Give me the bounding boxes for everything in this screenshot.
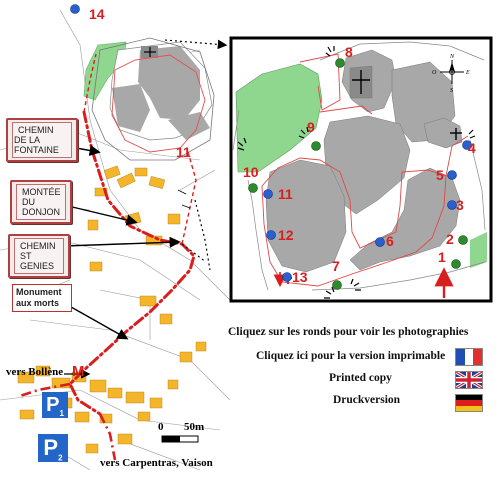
- detail-map: [231, 38, 491, 301]
- marker-10[interactable]: [249, 184, 258, 193]
- flag-france-icon[interactable]: [455, 348, 483, 366]
- marker-1[interactable]: [452, 260, 461, 269]
- marker-13[interactable]: [283, 273, 292, 282]
- sign-genies-line1: CHEMIN: [20, 241, 56, 251]
- scale-bar: [162, 436, 198, 442]
- label-carpentras: vers Carpentras, Vaison: [100, 457, 213, 469]
- compass-n: N: [450, 54, 455, 60]
- parking-p2-letter: P: [43, 435, 59, 460]
- compass-s: S: [450, 88, 453, 94]
- parking-p1-icon[interactable]: [42, 392, 68, 418]
- sign-donjon-line1: MONTÉE: [22, 187, 61, 197]
- parking-p1-sub: 1: [59, 409, 64, 418]
- compass-e: E: [466, 70, 470, 76]
- label-12: 12: [278, 227, 294, 243]
- flag-germany-icon[interactable]: [455, 394, 483, 412]
- label-11-overview: 11: [176, 144, 191, 160]
- monument-aux-morts-note: [12, 284, 72, 312]
- marker-6[interactable]: [376, 238, 385, 247]
- sign-montee-donjon: [10, 180, 72, 224]
- printed-copy-link[interactable]: Printed copy: [329, 372, 392, 384]
- label-5: 5: [436, 167, 444, 183]
- marker-11[interactable]: [264, 190, 273, 199]
- sign-fontaine-line2: DE LA FONTAINE: [14, 135, 59, 155]
- sign-chemin-fontaine: [6, 118, 78, 162]
- sign-donjon-line2: DU DONJON: [22, 197, 60, 217]
- compass-o: O: [432, 70, 437, 76]
- label-9: 9: [307, 119, 315, 135]
- sign-genies-line2: ST GENIES: [20, 251, 55, 271]
- flag-uk-icon[interactable]: [455, 371, 483, 389]
- parking-p1-letter: P: [46, 394, 60, 416]
- label-2: 2: [446, 231, 454, 247]
- scale-distance: 50m: [184, 421, 205, 433]
- marker-5[interactable]: [448, 171, 457, 180]
- scale-zero: 0: [158, 421, 164, 433]
- label-7: 7: [332, 258, 340, 274]
- marker-7[interactable]: [333, 281, 342, 290]
- label-3: 3: [456, 197, 464, 213]
- label-14: 14: [89, 6, 105, 22]
- parking-p2-icon[interactable]: [38, 434, 68, 462]
- label-13: 13: [292, 269, 308, 285]
- marker-12[interactable]: [267, 231, 276, 240]
- druckversion-link[interactable]: Druckversion: [333, 394, 401, 406]
- parking-p2-sub: 2: [58, 453, 63, 463]
- monument-line1: Monument: [16, 287, 62, 297]
- printable-version-link[interactable]: Cliquez ici pour la version imprimable: [256, 350, 446, 362]
- sign-fontaine-line1: CHEMIN: [18, 125, 54, 135]
- photos-instruction: Cliquez sur les ronds pour voir les photographies: [228, 326, 469, 338]
- label-8: 8: [345, 44, 353, 60]
- label-bollene: vers Bollène: [6, 366, 64, 378]
- label-10: 10: [243, 164, 259, 180]
- town-marker-m: M: [72, 363, 85, 380]
- label-11: 11: [278, 186, 293, 202]
- marker-2[interactable]: [459, 236, 468, 245]
- label-1: 1: [438, 249, 446, 265]
- label-4: 4: [468, 140, 476, 156]
- monument-line2: aux morts: [16, 298, 60, 308]
- overview-marker-14[interactable]: [71, 5, 80, 14]
- sign-chemin-st-genies: [8, 234, 70, 278]
- label-6: 6: [386, 233, 394, 249]
- marker-8[interactable]: [336, 59, 345, 68]
- marker-9[interactable]: [312, 142, 321, 151]
